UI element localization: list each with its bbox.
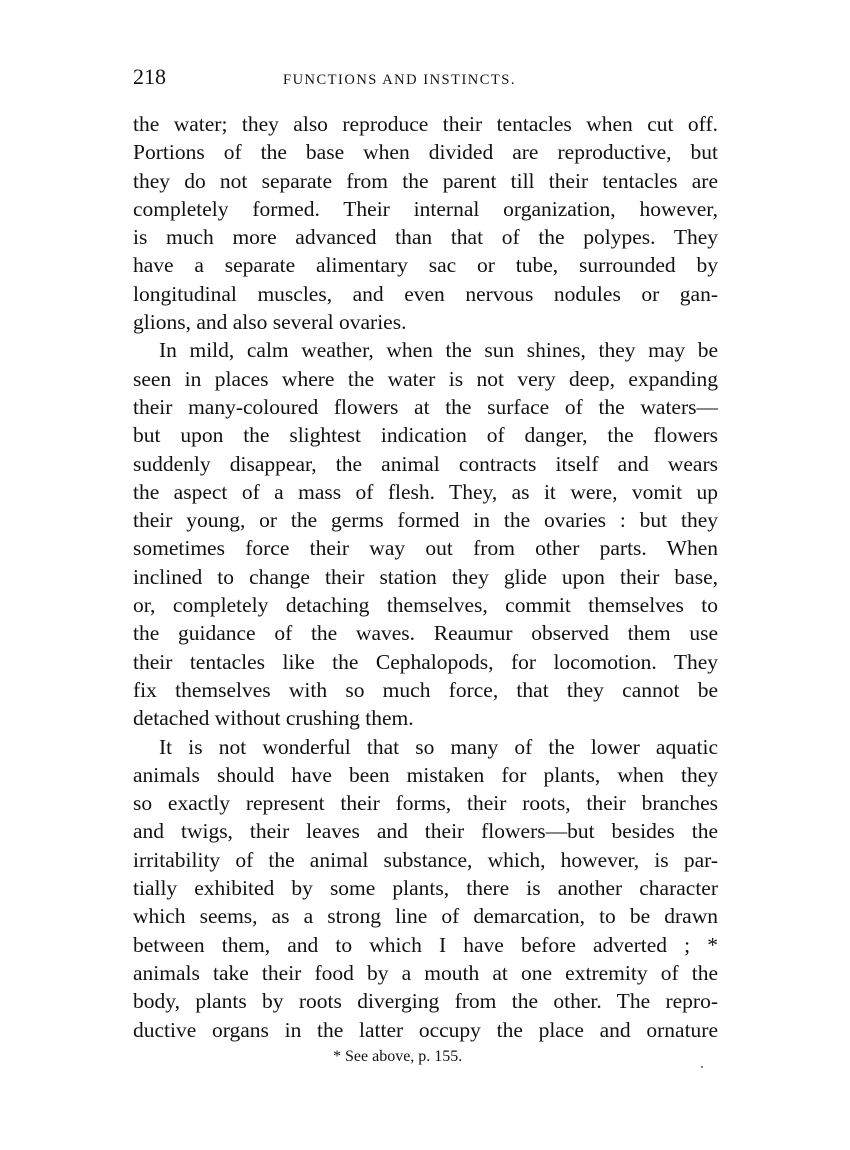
- text-line: tially exhibited by some plants, there is another character: [133, 876, 718, 901]
- text-line: irritability of the animal substance, which, however, is par-: [133, 847, 718, 872]
- text-line: Portions of the base when divided are reproductive, but: [133, 140, 718, 165]
- text-line: have a separate alimentary sac or tube, surrounded by: [133, 253, 718, 278]
- text-line: suddenly disappear, the animal contracts itself and wears: [133, 451, 718, 476]
- text-line: their many-coloured flowers at the surface of the waters—: [133, 394, 718, 419]
- text-line: and twigs, their leaves and their flowers—but besides the: [133, 819, 718, 844]
- text-line: or, completely detaching themselves, commit themselves to: [133, 593, 718, 618]
- text-line: the guidance of the waves. Reaumur observed them use: [133, 621, 718, 646]
- text-line: between them, and to which I have before adverted ; *: [133, 932, 718, 957]
- page-number: 218: [133, 64, 166, 89]
- text-line: fix themselves with so much force, that they cannot be: [133, 677, 718, 702]
- text-line: their tentacles like the Cephalopods, for locomotion. They: [133, 649, 718, 674]
- text-line: detached without crushing them.: [133, 706, 414, 731]
- text-line: animals take their food by a mouth at one extremity of the: [133, 960, 718, 985]
- text-line: longitudinal muscles, and even nervous nodules or gan-: [133, 281, 718, 306]
- paragraph: [133, 336, 718, 732]
- text-line: It is not wonderful that so many of the lower aquatic: [159, 734, 718, 759]
- text-line: completely formed. Their internal organization, however,: [133, 196, 718, 221]
- text-line: animals should have been mistaken for plants, when they: [133, 762, 718, 787]
- text-line: sometimes force their way out from other parts. When: [133, 536, 718, 561]
- text-line: seen in places where the water is not very deep, expanding: [133, 366, 718, 391]
- footnote: * See above, p. 155.: [333, 1047, 463, 1065]
- text-line: body, plants by roots diverging from the other. The repro-: [133, 989, 718, 1014]
- page-header: [133, 60, 718, 96]
- text-line: the aspect of a mass of flesh. They, as it were, vomit up: [133, 479, 718, 504]
- text-line: glions, and also several ovaries.: [133, 310, 407, 335]
- body-text: [133, 110, 718, 1044]
- text-line: their young, or the germs formed in the ovaries : but they: [133, 508, 718, 533]
- text-line: inclined to change their station they glide upon their base,: [133, 564, 718, 589]
- paragraph: [133, 110, 718, 336]
- text-line: is much more advanced than that of the polypes. They: [133, 225, 718, 250]
- text-line: the water; they also reproduce their tentacles when cut off.: [133, 112, 718, 136]
- paper-speck: [701, 1066, 703, 1068]
- text-line: they do not separate from the parent till their tentacles are: [133, 168, 718, 193]
- text-line: but upon the slightest indication of danger, the flowers: [133, 423, 718, 448]
- book-page: [133, 60, 718, 1068]
- text-line: so exactly represent their forms, their roots, their branches: [133, 791, 718, 816]
- text-line: In mild, calm weather, when the sun shines, they may be: [159, 338, 718, 363]
- running-head: FUNCTIONS AND INSTINCTS.: [283, 72, 516, 88]
- text-line: which seems, as a strong line of demarcation, to be drawn: [133, 904, 718, 929]
- text-line: ductive organs in the latter occupy the place and ornature: [133, 1017, 718, 1042]
- paragraph: [133, 733, 718, 1044]
